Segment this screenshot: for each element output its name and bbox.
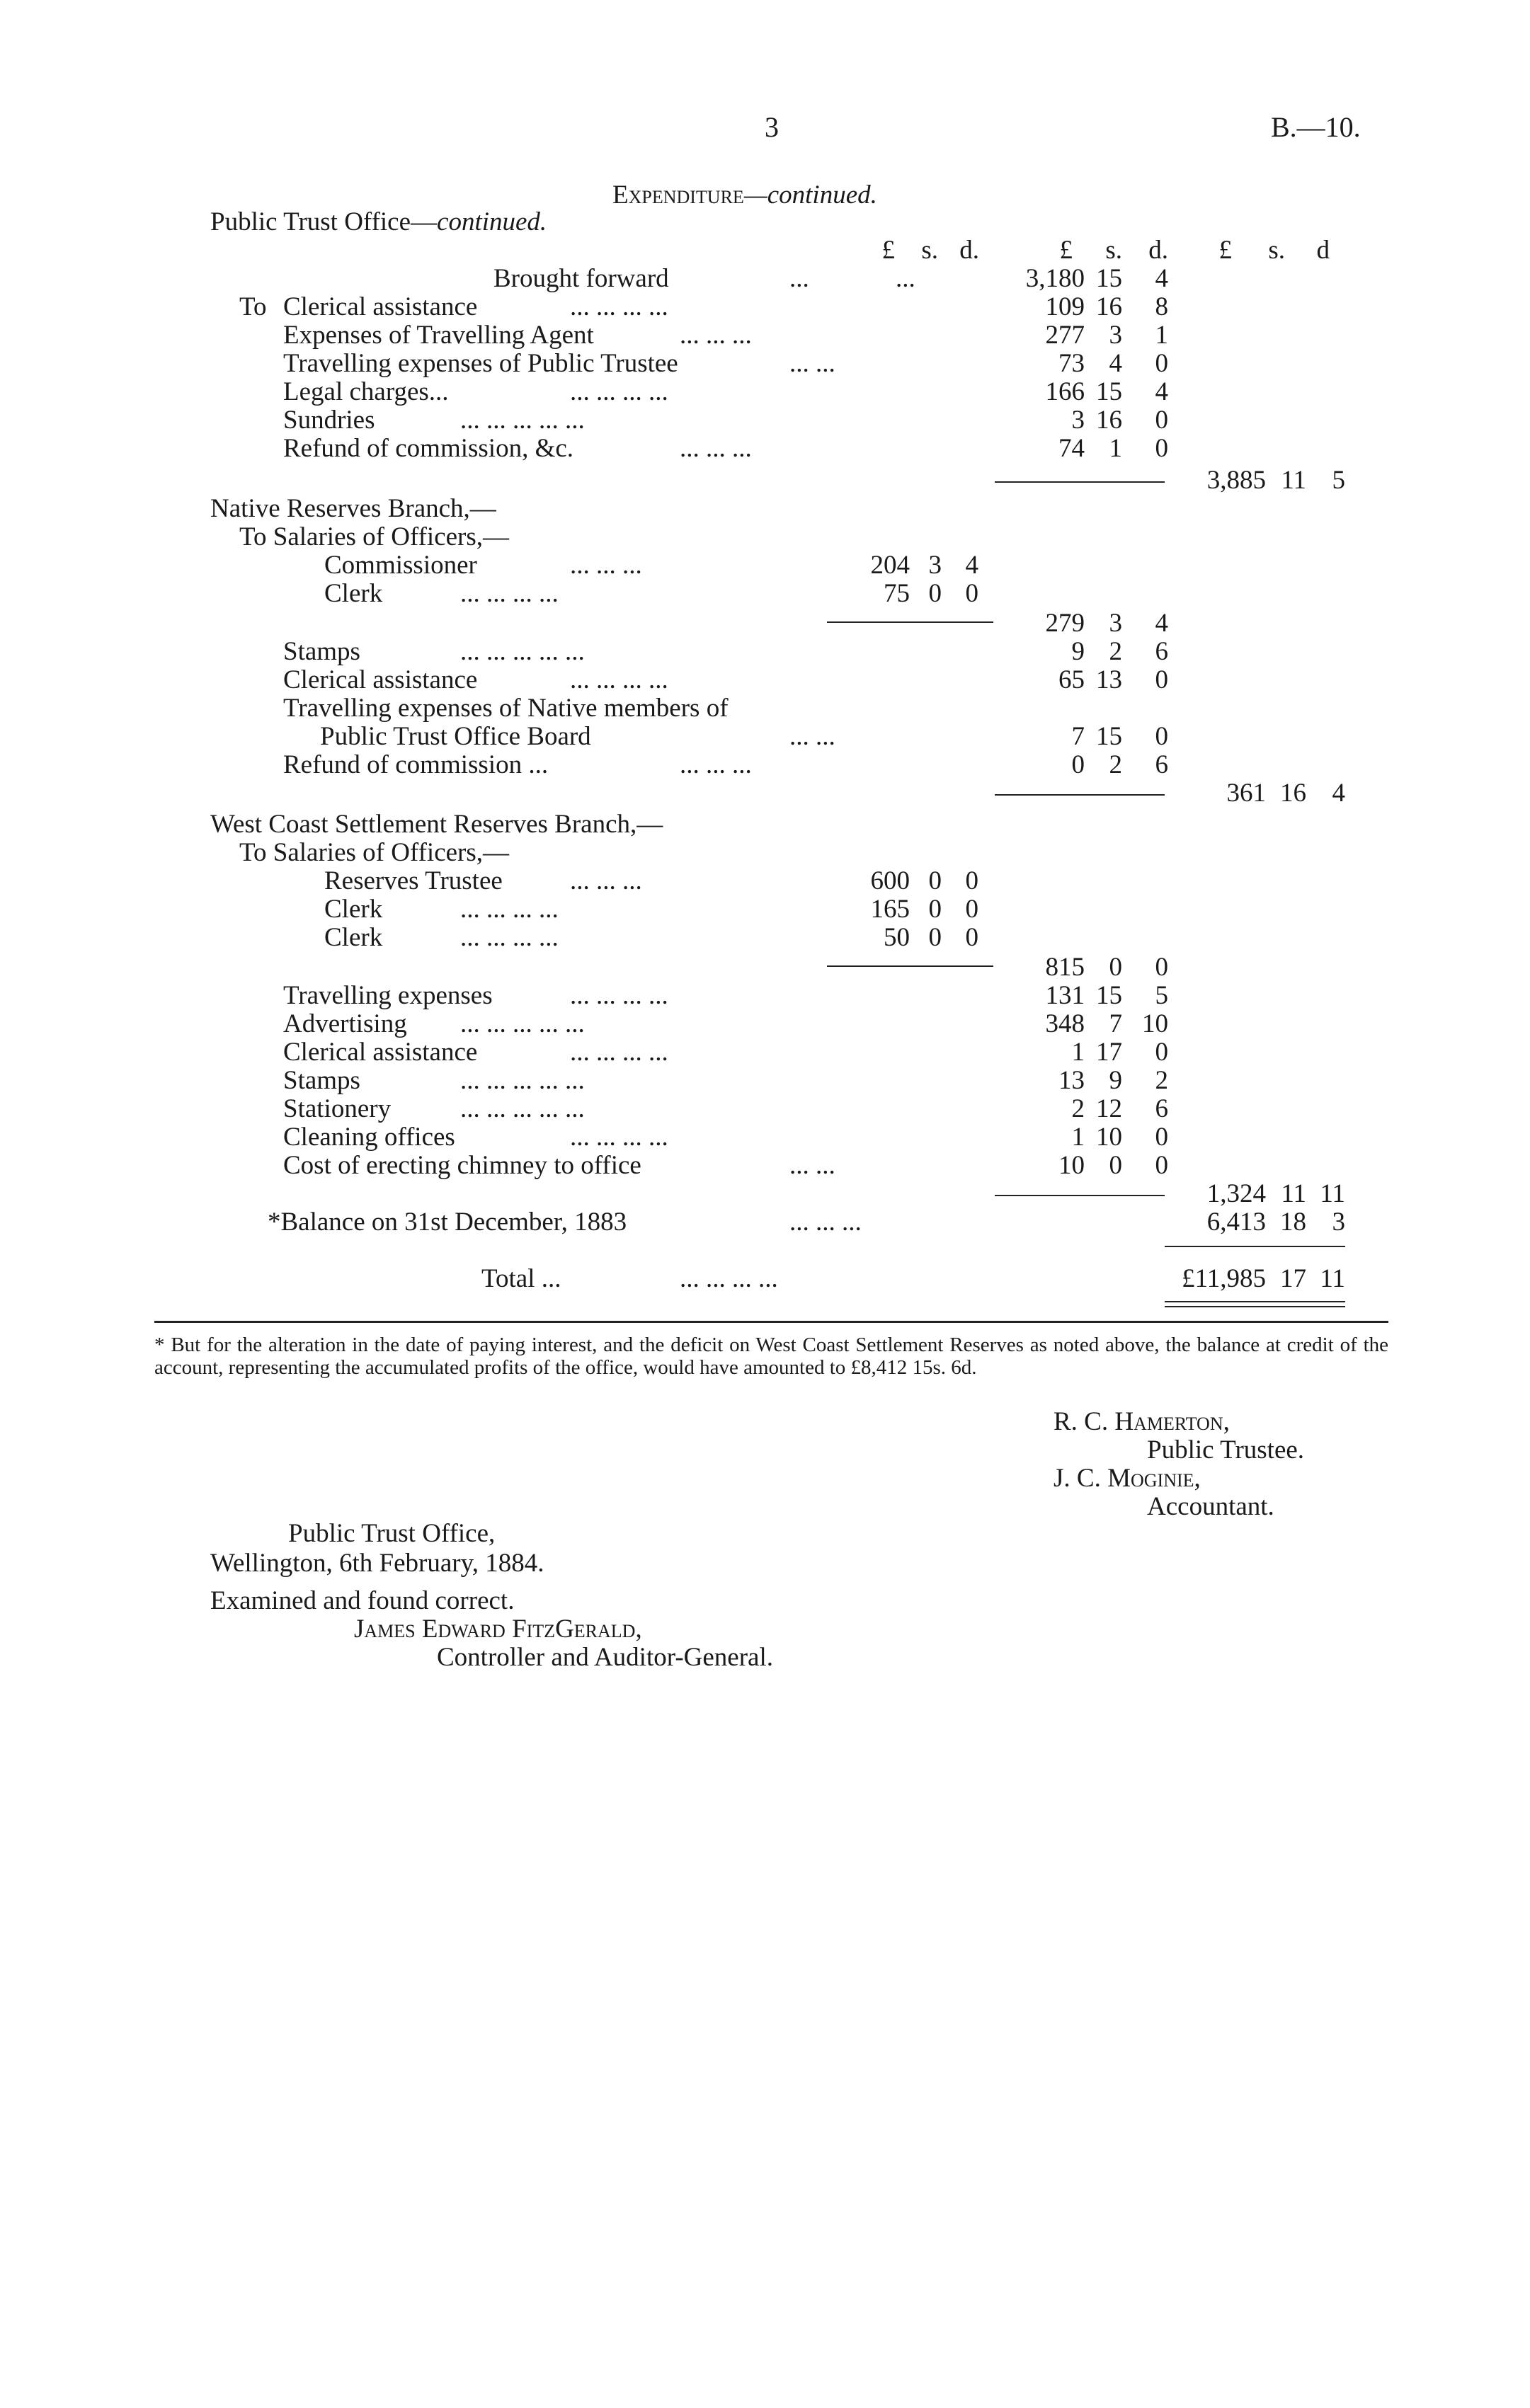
amount-pence: 4 [965,551,978,580]
col-header-pence-2: d. [1148,236,1168,265]
amount-pence: 11 [1320,1264,1345,1293]
amount-pounds: 10 [1058,1151,1085,1180]
amount-pence: 4 [1155,609,1168,638]
amount-pence: 6 [1155,750,1168,779]
amount-shillings: 17 [1096,1038,1122,1067]
row-label: Cost of erecting chimney to office [283,1151,641,1180]
total-rule [1165,1246,1345,1247]
row-dots: ... ... ... ... [570,292,668,321]
col-header-shillings-2: s. [1105,236,1122,265]
amount-pounds: 0 [1071,750,1085,779]
row-dots: ... ... ... ... ... [460,1094,585,1123]
subtotal-rule [827,621,993,623]
amount-pounds: 74 [1058,434,1085,463]
total-pence: 11 [1320,1179,1345,1208]
subtotal-rule [827,965,993,967]
amount-shillings: 3 [1109,321,1122,350]
title-main: Expenditure [612,180,744,210]
total-pence: 5 [1332,466,1345,495]
row-dots: ... ... ... [680,434,752,463]
amount-pounds: 600 [870,866,910,895]
amount-pounds: 131 [1045,981,1085,1010]
amount-shillings: 12 [1096,1094,1122,1123]
amount-shillings: 0 [1109,953,1122,982]
amount-pence: 0 [1155,349,1168,378]
amount-pence: 2 [1155,1066,1168,1095]
amount-shillings: 15 [1096,981,1122,1010]
amount-pounds: £11,985 [1182,1264,1266,1293]
amount-pounds: 9 [1071,637,1085,666]
row-dots: ... ... ... ... [460,579,559,608]
amount-shillings: 3 [1109,609,1122,638]
section-heading-text: Public Trust Office— [210,207,438,236]
amount-pence: 8 [1155,292,1168,321]
row-dots: ... [789,264,809,293]
row-label: Advertising [283,1009,407,1038]
amount-pence: 0 [1155,406,1168,435]
section-heading-native-reserves: Native Reserves Branch,— [210,494,496,523]
date-line: Wellington, 6th February, 1884. [210,1549,544,1578]
footnote-separator [154,1321,1388,1323]
row-dots: ... ... ... [789,1208,862,1237]
amount-shillings: 15 [1096,377,1122,406]
row-label: Refund of commission ... [283,750,549,779]
row-dots: ... ... ... ... ... [460,1066,585,1095]
amount-pounds: 3,180 [1025,264,1085,293]
total-shillings: 16 [1280,779,1306,808]
amount-shillings: 17 [1280,1264,1306,1293]
amount-shillings: 2 [1109,750,1122,779]
row-dots: ... ... ... ... [460,895,559,924]
signature-title: Public Trustee. [1147,1435,1305,1464]
amount-shillings: 0 [1109,1151,1122,1180]
col-header-pounds-2: £ [1059,236,1073,265]
amount-shillings: 1 [1109,434,1122,463]
audit-statement: Examined and found correct. [210,1586,515,1615]
row-label: Expenses of Travelling Agent [283,321,594,350]
auditor-title: Controller and Auditor-General. [437,1643,773,1672]
row-label: Clerical assistance [283,292,478,321]
row-label: Refund of commission, &c. [283,434,574,463]
section-heading-public-trust [210,209,547,235]
total-shillings: 11 [1281,1179,1306,1208]
place-line: Public Trust Office, [288,1519,496,1548]
amount-pounds: 3 [1071,406,1085,435]
row-label: Clerical assistance [283,665,478,694]
row-label: Legal charges... [283,377,449,406]
amount-shillings: 4 [1109,349,1122,378]
amount-shillings: 16 [1096,292,1122,321]
total-shillings: 11 [1281,466,1306,495]
row-dots: ... [896,264,915,293]
row-dots: ... ... ... [680,321,752,350]
amount-pence: 0 [1155,953,1168,982]
amount-shillings: 0 [928,579,942,608]
amount-pence: 0 [1155,1038,1168,1067]
amount-pence: 6 [1155,1094,1168,1123]
row-dots: ... ... ... ... ... [460,637,585,666]
row-dots: ... ... [789,1151,835,1180]
row-dots: ... ... [789,349,835,378]
col-header-shillings-1: s. [921,236,938,265]
amount-shillings: 0 [928,895,942,924]
total-pence: 4 [1332,779,1345,808]
total-pounds: 361 [1226,779,1266,808]
subtotal-rule [995,481,1165,483]
auditor-name: James Edward FitzGerald, [354,1615,642,1644]
signature-name: J. C. Moginie, [1054,1464,1201,1493]
amount-pounds: 1 [1071,1038,1085,1067]
row-dots: ... ... ... [570,551,642,580]
double-rule-bottom [1165,1306,1345,1307]
amount-pence: 0 [965,895,978,924]
amount-pence: 6 [1155,637,1168,666]
amount-pounds: 50 [884,923,910,952]
amount-pounds: 279 [1045,609,1085,638]
amount-pounds: 7 [1071,722,1085,751]
row-dots: ... ... ... ... [460,923,559,952]
amount-pence: 0 [1155,1151,1168,1180]
amount-pence: 0 [1155,1123,1168,1152]
amount-pence: 0 [965,923,978,952]
amount-shillings: 7 [1109,1009,1122,1038]
amount-pence: 0 [965,579,978,608]
amount-pounds: 6,413 [1206,1208,1266,1237]
amount-pounds: 109 [1045,292,1085,321]
amount-pence: 10 [1142,1009,1168,1038]
to-label: To [239,292,267,321]
row-dots: ... ... ... [680,750,752,779]
row-label: Clerical assistance [283,1038,478,1067]
total-pounds: 3,885 [1206,466,1266,495]
row-dots: ... ... ... ... [570,665,668,694]
amount-pounds: 1 [1071,1123,1085,1152]
col-header-pence-1: d. [959,236,979,265]
section-heading-italic: continued. [437,207,547,236]
amount-shillings: 0 [928,923,942,952]
row-dots: ... ... [789,722,835,751]
amount-pounds: 73 [1058,349,1085,378]
amount-shillings: 18 [1280,1208,1306,1237]
row-dots: ... ... ... ... [570,1123,668,1152]
amount-shillings: 15 [1096,264,1122,293]
double-rule-top [1165,1301,1345,1302]
brought-forward-label: Brought forward [493,264,669,293]
col-header-shillings-3: s. [1268,236,1285,265]
amount-shillings: 16 [1096,406,1122,435]
signature-name: R. C. Hamerton, [1054,1407,1230,1436]
amount-pence: 0 [1155,665,1168,694]
amount-pounds: 348 [1045,1009,1085,1038]
title-suffix: —continued. [743,180,877,210]
total-pounds: 1,324 [1206,1179,1266,1208]
amount-pounds: 277 [1045,321,1085,350]
signature-title: Accountant. [1147,1492,1274,1521]
row-dots: ... ... ... [570,866,642,895]
row-dots: ... ... ... ... [680,1264,778,1293]
section-heading-west-coast: West Coast Settlement Reserves Branch,— [210,810,663,839]
amount-pence: 4 [1155,377,1168,406]
row-label: Cleaning offices [283,1123,455,1152]
row-dots: ... ... ... ... [570,981,668,1010]
amount-shillings: 0 [928,866,942,895]
row-dots: ... ... ... ... ... [460,1009,585,1038]
amount-pounds: 2 [1071,1094,1085,1123]
row-dots: ... ... ... ... [570,377,668,406]
balance-label: *Balance on 31st December, 1883 [268,1208,627,1237]
row-label: Clerk [324,579,383,608]
amount-pounds: 815 [1045,953,1085,982]
amount-pounds: 165 [870,895,910,924]
row-dots: ... ... ... ... [570,1038,668,1067]
amount-shillings: 2 [1109,637,1122,666]
amount-pence: 4 [1155,264,1168,293]
page-title [612,182,877,208]
row-label: Sundries [283,406,375,435]
col-header-pounds-3: £ [1218,236,1232,265]
amount-pounds: 65 [1058,665,1085,694]
footnote: * But for the alteration in the date of paying interest, and the deficit on West Coast Settlement Reserves as noted above, the balance at credit of the account, representing the accumulated profits of the office, would have amounted to £8,412 15s. 6d. [154,1334,1388,1380]
amount-pence: 0 [965,866,978,895]
amount-pounds: 75 [884,579,910,608]
amount-pence: 0 [1155,722,1168,751]
col-header-pence-3: d [1316,236,1330,265]
subtotal-rule [995,794,1165,796]
subtotal-rule [995,1195,1165,1196]
row-label: Clerk [324,923,383,952]
row-label-continued: Public Trust Office Board [320,722,591,751]
amount-pounds: 13 [1058,1066,1085,1095]
amount-shillings: 15 [1096,722,1122,751]
amount-pence: 0 [1155,434,1168,463]
row-label: Travelling expenses of Public Trustee [283,349,678,378]
amount-shillings: 3 [928,551,942,580]
row-label: Commissioner [324,551,477,580]
row-dots: ... ... ... ... ... [460,406,585,435]
row-label: Stamps [283,1066,360,1095]
salaries-label: To Salaries of Officers,— [239,522,510,551]
amount-pence: 5 [1155,981,1168,1010]
col-header-pounds-1: £ [881,236,895,265]
amount-shillings: 10 [1096,1123,1122,1152]
row-label: Clerk [324,895,383,924]
row-label: Reserves Trustee [324,866,503,895]
amount-shillings: 9 [1109,1066,1122,1095]
amount-pounds: 166 [1045,377,1085,406]
amount-pence: 1 [1155,321,1168,350]
document-reference: B.—10. [1271,111,1361,143]
row-label: Stationery [283,1094,392,1123]
amount-pounds: 204 [870,551,910,580]
row-label: Stamps [283,637,360,666]
row-label: Travelling expenses [283,981,493,1010]
row-label: Travelling expenses of Native members of [283,694,729,723]
grand-total-label: Total ... [481,1264,561,1293]
amount-shillings: 13 [1096,665,1122,694]
page-number: 3 [765,111,779,143]
amount-pence: 3 [1332,1208,1345,1237]
salaries-label: To Salaries of Officers,— [239,838,510,867]
